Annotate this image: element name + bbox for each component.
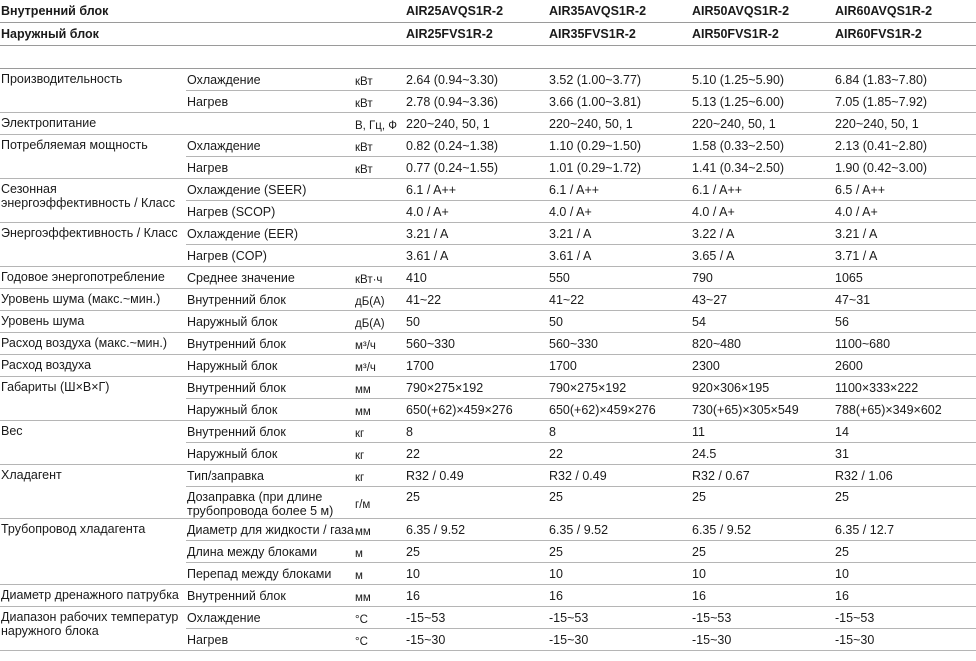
sub-parameter-label: Внутренний блок	[186, 421, 354, 443]
sub-parameter-label: Охлаждение	[186, 607, 354, 629]
value-cell: 3.21 / A	[548, 223, 691, 245]
value-cell: 550	[548, 267, 691, 289]
value-cell: 7.05 (1.85~7.92)	[834, 91, 976, 113]
value-cell: 10	[405, 563, 548, 585]
parameter-label: Диапазон рабочих температур наружного блока	[0, 607, 186, 651]
unit-label: кг	[354, 443, 405, 465]
parameter-label: Сезонная энергоэффективность / Класс	[0, 179, 186, 223]
value-cell: 11	[691, 421, 834, 443]
value-cell: 41~22	[405, 289, 548, 311]
table-row	[0, 585, 976, 607]
value-cell: 6.1 / A++	[548, 179, 691, 201]
value-cell: 3.66 (1.00~3.81)	[548, 91, 691, 113]
value-cell: -15~30	[548, 629, 691, 651]
value-cell: 6.1 / A++	[405, 179, 548, 201]
value-cell: 3.71 / A	[834, 245, 976, 267]
value-cell: 25	[691, 487, 834, 519]
value-cell: 2.78 (0.94~3.36)	[405, 91, 548, 113]
parameter-label: Диаметр дренажного патрубка	[0, 585, 186, 607]
parameter-label: Вес	[0, 421, 186, 465]
value-cell: 1100~680	[834, 333, 976, 355]
sub-parameter-label: Внутренний блок	[186, 333, 354, 355]
sub-parameter-label: Диаметр для жидкости / газа	[186, 519, 354, 541]
value-cell: 47~31	[834, 289, 976, 311]
value-cell: 25	[834, 487, 976, 519]
sub-parameter-label: Внутренний блок	[186, 585, 354, 607]
value-cell: 25	[834, 541, 976, 563]
parameter-label: Уровень шума	[0, 311, 186, 333]
value-cell: 6.1 / A++	[691, 179, 834, 201]
value-cell: 22	[548, 443, 691, 465]
value-cell: 6.5 / A++	[834, 179, 976, 201]
value-cell: 14	[834, 421, 976, 443]
outdoor-model: AIR60FVS1R-2	[834, 23, 976, 46]
table-row	[0, 465, 976, 487]
value-cell: 8	[405, 421, 548, 443]
value-cell: 1065	[834, 267, 976, 289]
outdoor-model: AIR50FVS1R-2	[691, 23, 834, 46]
value-cell: 790×275×192	[548, 377, 691, 399]
value-cell: 22	[405, 443, 548, 465]
value-cell: 4.0 / A+	[834, 201, 976, 223]
unit-label: г/м	[354, 487, 405, 519]
sub-parameter-label: Нагрев	[186, 157, 354, 179]
indoor-model: AIR25AVQS1R-2	[405, 0, 548, 23]
unit-label: дБ(А)	[354, 311, 405, 333]
header-row-indoor	[0, 0, 976, 23]
value-cell: 25	[405, 541, 548, 563]
unit-label: кг	[354, 421, 405, 443]
table-row	[0, 355, 976, 377]
unit-label: °C	[354, 629, 405, 651]
outdoor-model: AIR25FVS1R-2	[405, 23, 548, 46]
value-cell: 3.52 (1.00~3.77)	[548, 69, 691, 91]
value-cell: 1.41 (0.34~2.50)	[691, 157, 834, 179]
unit-label	[354, 179, 405, 201]
value-cell: R32 / 0.67	[691, 465, 834, 487]
value-cell: 3.65 / A	[691, 245, 834, 267]
value-cell: R32 / 0.49	[548, 465, 691, 487]
parameter-label: Годовое энергопотребление	[0, 267, 186, 289]
value-cell: 16	[691, 585, 834, 607]
value-cell: 220~240, 50, 1	[548, 113, 691, 135]
table-row	[0, 519, 976, 541]
sub-parameter-label: Охлаждение (EER)	[186, 223, 354, 245]
value-cell: 5.13 (1.25~6.00)	[691, 91, 834, 113]
value-cell: 2300	[691, 355, 834, 377]
unit-label: кВт	[354, 69, 405, 91]
value-cell: 920×306×195	[691, 377, 834, 399]
value-cell: 54	[691, 311, 834, 333]
value-cell: 6.35 / 9.52	[691, 519, 834, 541]
parameter-label: Расход воздуха (макс.~мин.)	[0, 333, 186, 355]
value-cell: 820~480	[691, 333, 834, 355]
indoor-model: AIR35AVQS1R-2	[548, 0, 691, 23]
unit-label: дБ(А)	[354, 289, 405, 311]
outdoor-unit-label: Наружный блок	[0, 23, 405, 46]
sub-parameter-label: Перепад между блоками	[186, 563, 354, 585]
value-cell: 650(+62)×459×276	[548, 399, 691, 421]
indoor-model: AIR60AVQS1R-2	[834, 0, 976, 23]
sub-parameter-label: Среднее значение	[186, 267, 354, 289]
value-cell: 10	[548, 563, 691, 585]
unit-label: мм	[354, 399, 405, 421]
sub-parameter-label: Нагрев (SCOP)	[186, 201, 354, 223]
unit-label: м³/ч	[354, 333, 405, 355]
value-cell: 56	[834, 311, 976, 333]
sub-parameter-label: Внутренний блок	[186, 289, 354, 311]
unit-label: кВт	[354, 135, 405, 157]
value-cell: -15~30	[405, 629, 548, 651]
value-cell: 25	[691, 541, 834, 563]
value-cell: 790×275×192	[405, 377, 548, 399]
sub-parameter-label: Охлаждение (SEER)	[186, 179, 354, 201]
value-cell: 2600	[834, 355, 976, 377]
value-cell: 4.0 / A+	[691, 201, 834, 223]
value-cell: 730(+65)×305×549	[691, 399, 834, 421]
value-cell: 43~27	[691, 289, 834, 311]
outdoor-model: AIR35FVS1R-2	[548, 23, 691, 46]
table-row	[0, 267, 976, 289]
value-cell: 25	[548, 541, 691, 563]
value-cell: 560~330	[548, 333, 691, 355]
unit-label	[354, 245, 405, 267]
value-cell: 50	[405, 311, 548, 333]
sub-parameter-label: Охлаждение	[186, 69, 354, 91]
table-row	[0, 311, 976, 333]
table-row	[0, 421, 976, 443]
table-row	[0, 113, 976, 135]
indoor-model: AIR50AVQS1R-2	[691, 0, 834, 23]
value-cell: 3.22 / A	[691, 223, 834, 245]
unit-label: м	[354, 541, 405, 563]
value-cell: R32 / 1.06	[834, 465, 976, 487]
unit-label	[354, 223, 405, 245]
sub-parameter-label: Длина между блоками	[186, 541, 354, 563]
value-cell: 790	[691, 267, 834, 289]
sub-parameter-label: Нагрев	[186, 629, 354, 651]
value-cell: 1.10 (0.29~1.50)	[548, 135, 691, 157]
value-cell: 6.35 / 9.52	[405, 519, 548, 541]
unit-label: мм	[354, 377, 405, 399]
value-cell: 0.82 (0.24~1.38)	[405, 135, 548, 157]
table-row	[0, 223, 976, 245]
value-cell: 788(+65)×349×602	[834, 399, 976, 421]
value-cell: 25	[548, 487, 691, 519]
value-cell: 50	[548, 311, 691, 333]
sub-parameter-label: Дозаправка (при длине трубопровода более 5 м)	[186, 487, 354, 519]
table-row	[0, 289, 976, 311]
value-cell: 1.58 (0.33~2.50)	[691, 135, 834, 157]
parameter-label: Энергоэффективность / Класс	[0, 223, 186, 267]
sub-parameter-label: Внутренний блок	[186, 377, 354, 399]
parameter-label: Потребляемая мощность	[0, 135, 186, 179]
sub-parameter-label: Охлаждение	[186, 135, 354, 157]
unit-label: м³/ч	[354, 355, 405, 377]
value-cell: -15~53	[834, 607, 976, 629]
value-cell: 16	[834, 585, 976, 607]
table-row	[0, 377, 976, 399]
unit-label: В, Гц, Ф	[354, 113, 405, 135]
value-cell: 1700	[405, 355, 548, 377]
value-cell: 3.21 / A	[834, 223, 976, 245]
table-row	[0, 69, 976, 91]
value-cell: 3.61 / A	[548, 245, 691, 267]
value-cell: 650(+62)×459×276	[405, 399, 548, 421]
value-cell: 220~240, 50, 1	[834, 113, 976, 135]
sub-parameter-label: Наружный блок	[186, 399, 354, 421]
value-cell: 3.21 / A	[405, 223, 548, 245]
table-row	[0, 333, 976, 355]
spacer-row	[0, 46, 976, 69]
unit-label: кВт·ч	[354, 267, 405, 289]
value-cell: 410	[405, 267, 548, 289]
value-cell: 1.90 (0.42~3.00)	[834, 157, 976, 179]
value-cell: 1100×333×222	[834, 377, 976, 399]
parameter-label: Габариты (Ш×В×Г)	[0, 377, 186, 421]
indoor-unit-label: Внутренний блок	[0, 0, 405, 23]
value-cell: 6.35 / 9.52	[548, 519, 691, 541]
value-cell: 25	[405, 487, 548, 519]
sub-parameter-label: Наружный блок	[186, 355, 354, 377]
value-cell: 1.01 (0.29~1.72)	[548, 157, 691, 179]
value-cell: 220~240, 50, 1	[405, 113, 548, 135]
value-cell: 10	[691, 563, 834, 585]
parameter-label: Производительность	[0, 69, 186, 113]
unit-label: кг	[354, 465, 405, 487]
value-cell: 1700	[548, 355, 691, 377]
value-cell: -15~30	[691, 629, 834, 651]
unit-label: м	[354, 563, 405, 585]
sub-parameter-label: Нагрев	[186, 91, 354, 113]
sub-parameter-label: Наружный блок	[186, 443, 354, 465]
value-cell: 24.5	[691, 443, 834, 465]
unit-label: мм	[354, 585, 405, 607]
table-row	[0, 135, 976, 157]
value-cell: -15~53	[405, 607, 548, 629]
table-row	[0, 607, 976, 629]
unit-label	[354, 201, 405, 223]
value-cell: 16	[548, 585, 691, 607]
value-cell: 2.64 (0.94~3.30)	[405, 69, 548, 91]
value-cell: 3.61 / A	[405, 245, 548, 267]
value-cell: 220~240, 50, 1	[691, 113, 834, 135]
unit-label: °C	[354, 607, 405, 629]
value-cell: 16	[405, 585, 548, 607]
value-cell: 6.84 (1.83~7.80)	[834, 69, 976, 91]
parameter-label: Уровень шума (макс.~мин.)	[0, 289, 186, 311]
unit-label: кВт	[354, 157, 405, 179]
value-cell: 2.13 (0.41~2.80)	[834, 135, 976, 157]
sub-parameter-label: Нагрев (COP)	[186, 245, 354, 267]
value-cell: 41~22	[548, 289, 691, 311]
unit-label: кВт	[354, 91, 405, 113]
value-cell: 5.10 (1.25~5.90)	[691, 69, 834, 91]
value-cell: 4.0 / A+	[405, 201, 548, 223]
unit-label: мм	[354, 519, 405, 541]
value-cell: R32 / 0.49	[405, 465, 548, 487]
value-cell: -15~53	[548, 607, 691, 629]
value-cell: 8	[548, 421, 691, 443]
value-cell: -15~30	[834, 629, 976, 651]
parameter-label: Электропитание	[0, 113, 186, 135]
value-cell: 6.35 / 12.7	[834, 519, 976, 541]
value-cell: 31	[834, 443, 976, 465]
header-row-outdoor	[0, 23, 976, 46]
sub-parameter-label: Наружный блок	[186, 311, 354, 333]
value-cell: 560~330	[405, 333, 548, 355]
value-cell: 10	[834, 563, 976, 585]
sub-parameter-label	[186, 113, 354, 135]
table-row	[0, 179, 976, 201]
value-cell: -15~53	[691, 607, 834, 629]
value-cell: 4.0 / A+	[548, 201, 691, 223]
sub-parameter-label: Тип/заправка	[186, 465, 354, 487]
parameter-label: Трубопровод хладагента	[0, 519, 186, 585]
value-cell: 0.77 (0.24~1.55)	[405, 157, 548, 179]
parameter-label: Расход воздуха	[0, 355, 186, 377]
parameter-label: Хладагент	[0, 465, 186, 519]
